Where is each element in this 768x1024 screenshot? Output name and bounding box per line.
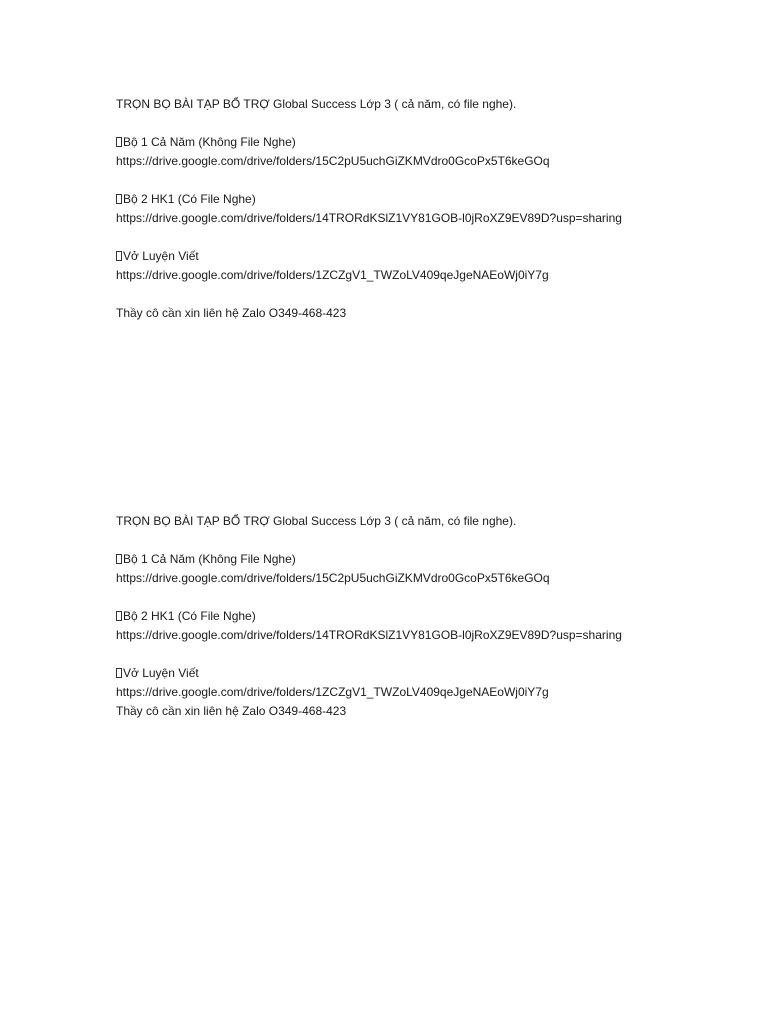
item-label [116, 247, 736, 266]
drive-link[interactable]: https://drive.google.com/drive/folders/14TRORdKSlZ1VY81GOB-l0jRoXZ9EV89D?usp=sharing [116, 628, 622, 642]
section-title: TRỌN BỌ BÀI TẠP BỔ TRỢ Global Success Lớp 3 ( cả năm, có file nghe). [116, 97, 517, 111]
item-label-text: Bộ 1 Cả Năm (Không File Nghe) [123, 135, 296, 149]
item-label-text: Bộ 1 Cả Năm (Không File Nghe) [123, 552, 296, 566]
item-link [116, 626, 736, 645]
missing-glyph-icon [116, 137, 122, 147]
item-link [116, 209, 736, 228]
item-label [116, 133, 736, 152]
item-label-text: Bộ 2 HK1 (Có File Nghe) [123, 609, 256, 623]
missing-glyph-icon [116, 668, 122, 678]
item-label-text: Bộ 2 HK1 (Có File Nghe) [123, 192, 256, 206]
item-label-text: Vở Luyện Viết [123, 249, 199, 263]
item-label [116, 664, 736, 683]
item-label [116, 190, 736, 209]
item-label [116, 550, 736, 569]
section-1 [116, 95, 736, 323]
item-link [116, 152, 736, 171]
missing-glyph-icon [116, 554, 122, 564]
drive-link[interactable]: https://drive.google.com/drive/folders/15C2pU5uchGiZKMVdro0GcoPx5T6keGOq [116, 154, 550, 168]
item-label-text: Vở Luyện Viết [123, 666, 199, 680]
section-2 [116, 512, 736, 721]
item-link [116, 569, 736, 588]
drive-link[interactable]: https://drive.google.com/drive/folders/14TRORdKSlZ1VY81GOB-l0jRoXZ9EV89D?usp=sharing [116, 211, 622, 225]
missing-glyph-icon [116, 611, 122, 621]
item-label [116, 607, 736, 626]
drive-link[interactable]: https://drive.google.com/drive/folders/1ZCZgV1_TWZoLV409qeJgeNAEoWj0iY7g [116, 268, 549, 282]
missing-glyph-icon [116, 194, 122, 204]
drive-link[interactable]: https://drive.google.com/drive/folders/15C2pU5uchGiZKMVdro0GcoPx5T6keGOq [116, 571, 550, 585]
item-link [116, 683, 736, 702]
missing-glyph-icon [116, 251, 122, 261]
section-title: TRỌN BỌ BÀI TẠP BỔ TRỢ Global Success Lớp 3 ( cả năm, có file nghe). [116, 514, 517, 528]
item-link [116, 266, 736, 285]
contact-text: Thầy cô cần xin liên hệ Zalo O349-468-423 [116, 704, 347, 718]
contact-text: Thầy cô cần xin liên hệ Zalo O349-468-423 [116, 306, 347, 320]
drive-link[interactable]: https://drive.google.com/drive/folders/1ZCZgV1_TWZoLV409qeJgeNAEoWj0iY7g [116, 685, 549, 699]
